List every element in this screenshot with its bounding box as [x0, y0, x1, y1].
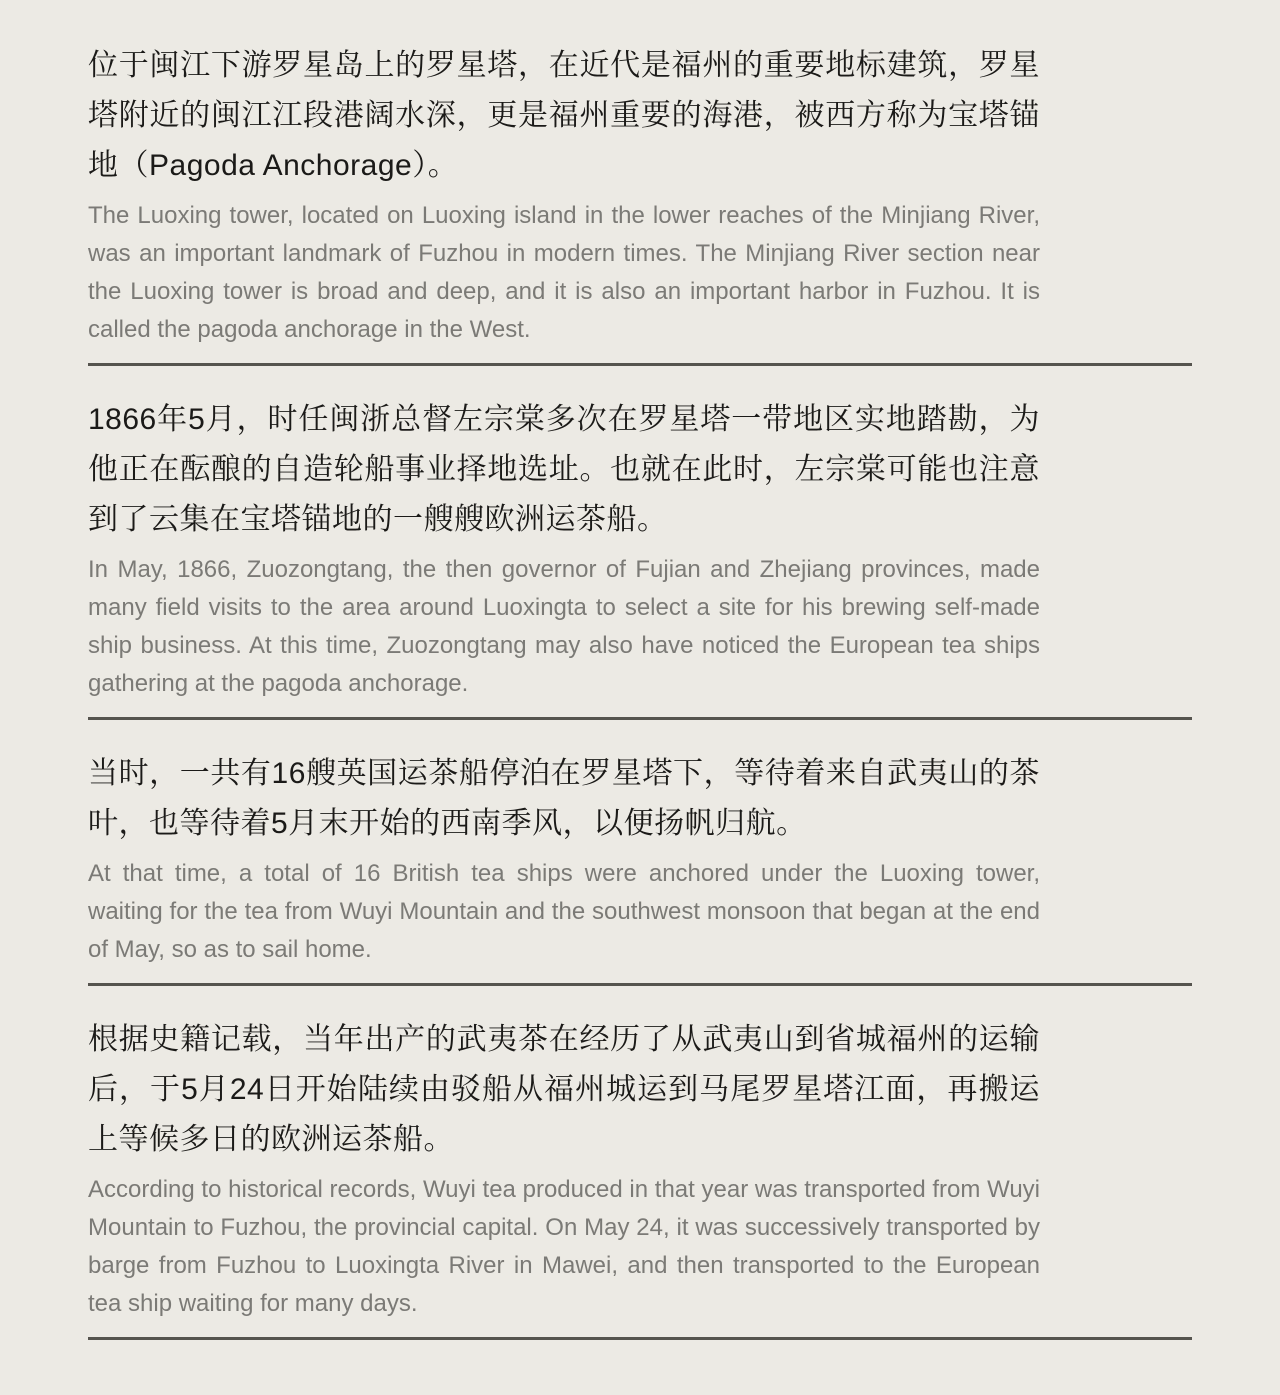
- chinese-paragraph: 位于闽江下游罗星岛上的罗星塔，在近代是福州的重要地标建筑，罗星塔附近的闽江江段港阔水深，更是福州重要的海港，被西方称为宝塔锚地（Pagoda Anchorage）。: [88, 49, 1040, 182]
- section-divider: [88, 1337, 1192, 1340]
- english-translation: The Luoxing tower, located on Luoxing island in the lower reaches of the Minjiang River, was an important landmark of Fuzhou in modern times. The Minjiang River section near the Luoxing tower is broad and deep, and it is also an important harbor in Fuzhou. It is called the pagoda anchorage in the West.: [88, 202, 1040, 343]
- chinese-paragraph: 1866年5月，时任闽浙总督左宗棠多次在罗星塔一带地区实地踏勘，为他正在酝酿的自造轮船事业择地选址。也就在此时，左宗棠可能也注意到了云集在宝塔锚地的一艘艘欧洲运茶船。: [88, 403, 1040, 536]
- section-divider: [88, 363, 1192, 366]
- english-translation: At that time, a total of 16 British tea ships were anchored under the Luoxing tower, waiting for the tea from Wuyi Mountain and the southwest monsoon that began at the end of May, so as to sail home.: [88, 860, 1040, 963]
- text-block-4: [88, 1015, 1192, 1340]
- chinese-paragraph: 根据史籍记载，当年出产的武夷茶在经历了从武夷山到省城福州的运输后，于5月24日开始陆续由驳船从福州城运到马尾罗星塔江面，再搬运上等候多日的欧洲运茶船。: [88, 1023, 1040, 1156]
- text-block-3: [88, 749, 1192, 986]
- text-block-2: [88, 395, 1192, 720]
- english-translation: In May, 1866, Zuozongtang, the then governor of Fujian and Zhejiang provinces, made many field visits to the area around Luoxingta to select a site for his brewing self-made ship business. At this time, Zuozongtang may also have noticed the European tea ships gathering at the pagoda anchorage.: [88, 556, 1040, 697]
- chinese-paragraph: 当时，一共有16艘英国运茶船停泊在罗星塔下，等待着来自武夷山的茶叶，也等待着5月末开始的西南季风，以便扬帆归航。: [88, 757, 1040, 840]
- text-block-1: [88, 41, 1192, 366]
- section-divider: [88, 983, 1192, 986]
- section-divider: [88, 717, 1192, 720]
- english-translation: According to historical records, Wuyi tea produced in that year was transported from Wuyi Mountain to Fuzhou, the provincial capital. On May 24, it was successively transported by barge from Fuzhou to Luoxingta River in Mawei, and then transported to the European tea ship waiting for many days.: [88, 1176, 1040, 1317]
